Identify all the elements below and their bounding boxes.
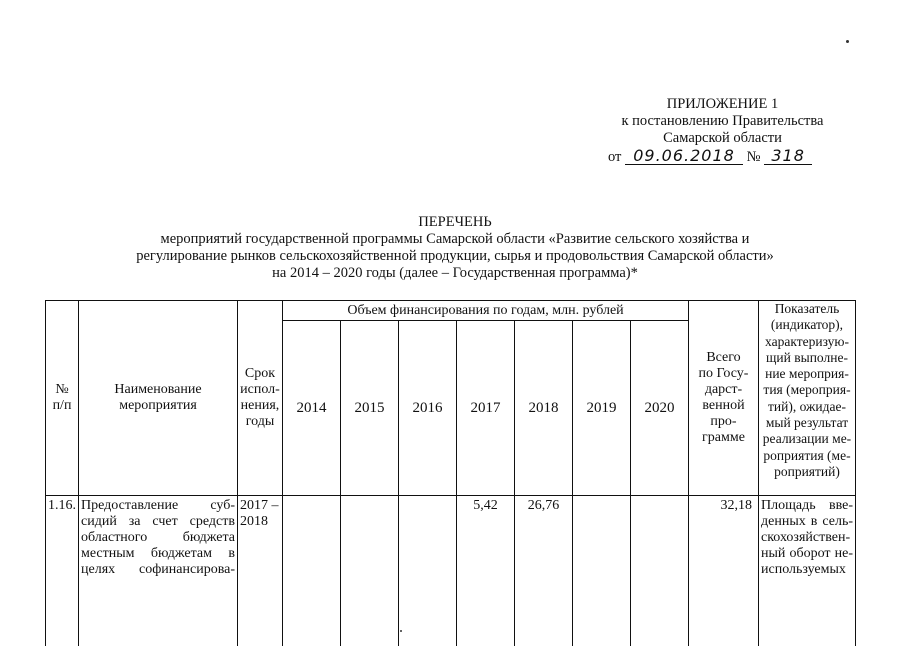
- appendix-title: ПРИЛОЖЕНИЕ 1: [666, 96, 779, 112]
- heading-line-3: на 2014 – 2020 годы (далее – Государственная программа)*: [272, 265, 638, 281]
- header-term: Срок испол- нения, годы: [238, 301, 283, 496]
- scan-speck: [400, 630, 402, 632]
- row-name: Предоставление суб- сидий за счет средств областного бюджета местным бюджетам в целях софинансирова-: [79, 496, 238, 646]
- header-year-2018: 2018: [515, 321, 573, 496]
- header-total: Всего по Госу- дарст- венной про- грамме: [689, 301, 759, 496]
- row-value-2018: 26,76: [515, 496, 573, 646]
- program-table: [45, 300, 856, 646]
- decree-line: [600, 147, 845, 166]
- header-year-2016: 2016: [399, 321, 457, 496]
- document-heading: [60, 214, 850, 282]
- header-name: Наименование мероприятия: [79, 301, 238, 496]
- number-label: №: [746, 149, 761, 165]
- appendix-line-2: Самарской области: [663, 130, 782, 146]
- row-value-2015: [341, 496, 399, 646]
- row-indicator: Площадь вве- денных в сель- скохозяйствен- ный оборот не- используемых: [759, 496, 856, 646]
- handwritten-number: 318: [764, 147, 812, 165]
- header-year-2015: 2015: [341, 321, 399, 496]
- row-total: 32,18: [689, 496, 759, 646]
- appendix-line-1: к постановлению Правительства: [621, 113, 824, 129]
- scan-speck: [846, 40, 849, 43]
- row-value-2019: [573, 496, 631, 646]
- row-value-2017: 5,42: [457, 496, 515, 646]
- header-year-2017: 2017: [457, 321, 515, 496]
- header-year-2019: 2019: [573, 321, 631, 496]
- row-num: 1.16.: [46, 496, 79, 646]
- table-row: [46, 496, 856, 646]
- header-indicator: Показатель (индикатор), характеризую- щий выполне- ние мероприя- тия (мероприя- тий), ожидае- мый результат реализации ме- роприятия (ме- роприятий): [759, 301, 856, 496]
- row-value-2014: [283, 496, 341, 646]
- header-year-2014: 2014: [283, 321, 341, 496]
- handwritten-date: 09.06.2018: [625, 147, 743, 165]
- header-year-2020: 2020: [631, 321, 689, 496]
- header-row-1: [46, 301, 856, 321]
- row-value-2020: [631, 496, 689, 646]
- header-num: № п/п: [46, 301, 79, 496]
- header-funding: Объем финансирования по годам, млн. рублей: [283, 301, 689, 321]
- from-label: от: [608, 149, 622, 165]
- heading-line-2: регулирование рынков сельскохозяйственной продукции, сырья и продовольствия Самарской области»: [136, 248, 774, 264]
- heading-title: ПЕРЕЧЕНЬ: [418, 214, 492, 230]
- row-value-2016: [399, 496, 457, 646]
- heading-line-1: мероприятий государственной программы Самарской области «Развитие сельского хозяйства и: [160, 231, 750, 247]
- row-term: 2017 – 2018: [238, 496, 283, 646]
- appendix-block: [600, 96, 845, 166]
